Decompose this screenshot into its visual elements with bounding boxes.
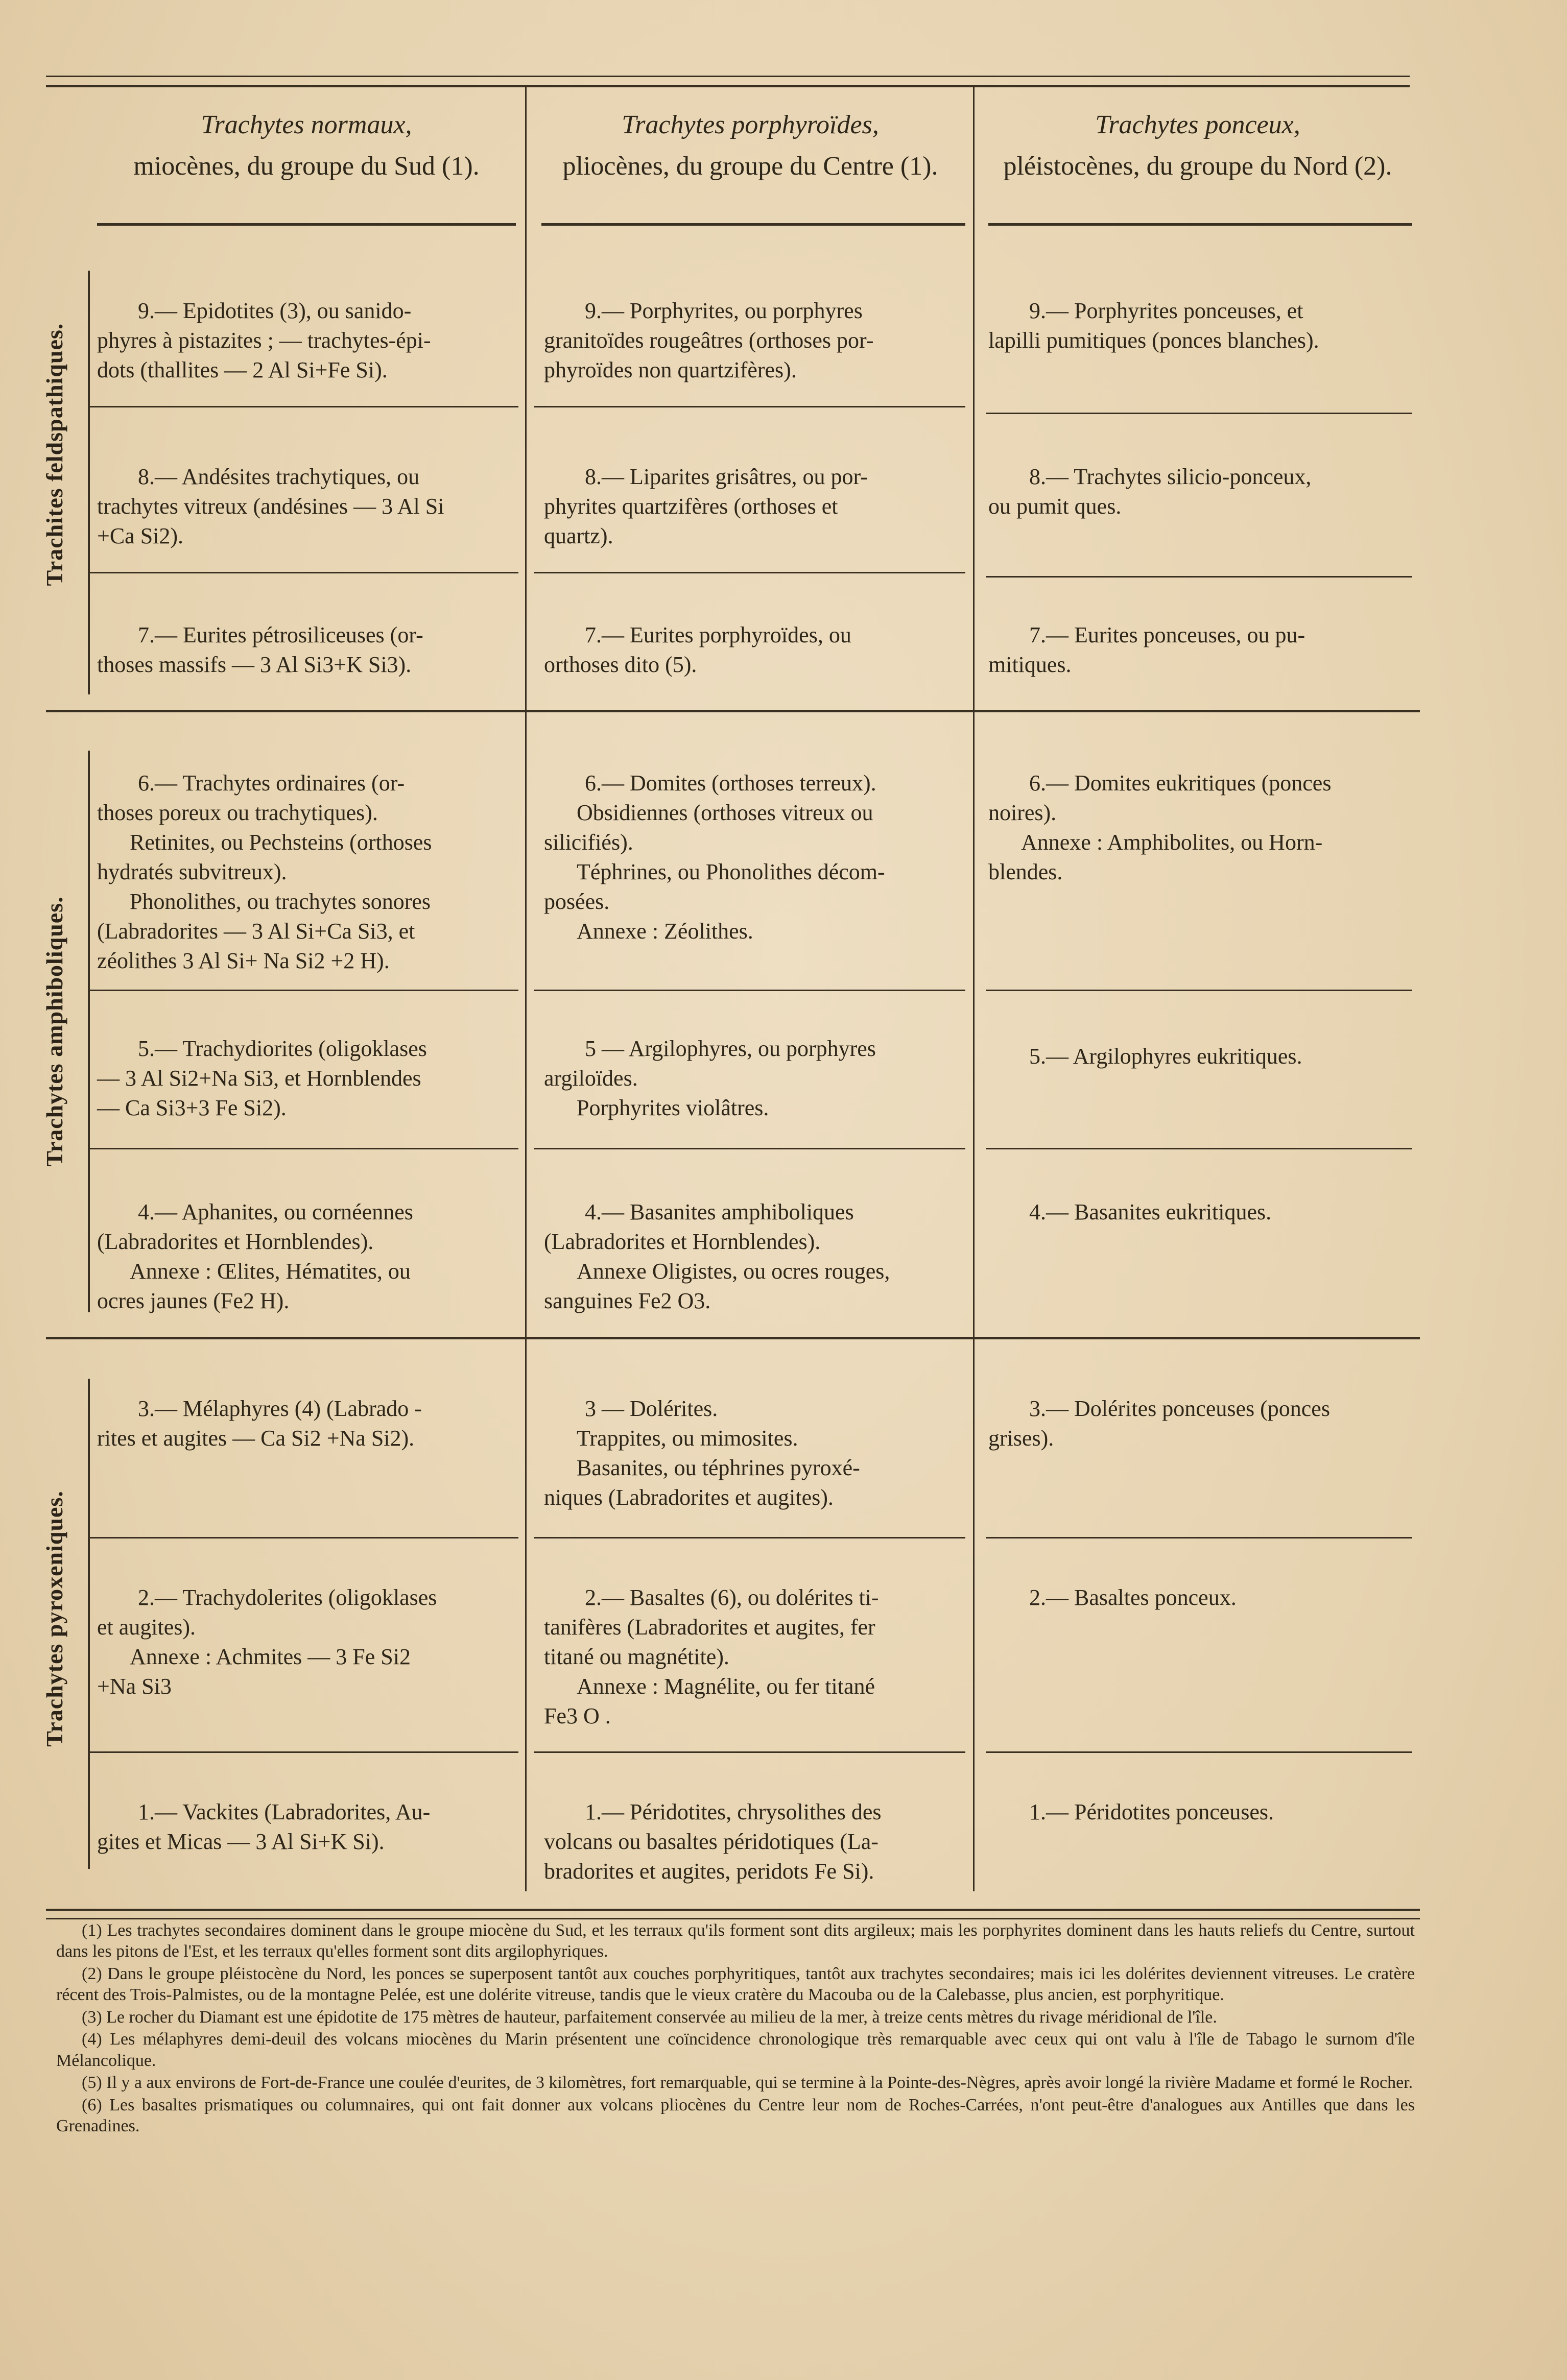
cell-line: 6.— Domites eukritiques (ponces — [1029, 771, 1332, 796]
cell-peridotites — [544, 1797, 963, 1886]
cell-basaltes — [544, 1583, 963, 1731]
column-header-3-subtitle: pléistocènes, du groupe du Nord (2). — [1003, 151, 1392, 181]
cell-line: 6.— Trachytes ordinaires (or- — [138, 771, 405, 796]
row-rule — [986, 1148, 1412, 1149]
cell-line: sanguines Fe2 O3. — [544, 1288, 711, 1314]
cell-line: bradorites et augites, peridots Fe Si). — [544, 1859, 874, 1884]
cell-line: mitiques. — [988, 652, 1072, 678]
cell-line: Annexe Oligistes, ou ocres rouges, — [577, 1259, 890, 1284]
group-bracket-2 — [88, 751, 90, 1312]
cell-line: Phonolithes, ou trachytes sonores — [130, 889, 431, 915]
cell-line: 7.— Eurites ponceuses, ou pu- — [1029, 622, 1305, 647]
cell-domites-eukritiques — [988, 768, 1407, 887]
cell-eurites-petrosiliceuses — [97, 620, 511, 680]
cell-line: grises). — [988, 1426, 1054, 1451]
cell-dolerites-ponceuses — [988, 1394, 1407, 1453]
cell-line: — 3 Al Si2+Na Si3, et Hornblendes — [97, 1066, 421, 1091]
cell-line: 5.— Argilophyres eukritiques. — [1029, 1044, 1302, 1069]
cell-line: 3 — Dolérites. — [585, 1396, 718, 1421]
row-rule — [89, 406, 518, 407]
cell-line: 5.— Trachydiorites (oligoklases — [138, 1036, 427, 1061]
cell-line: ocres jaunes (Fe2 H). — [97, 1288, 290, 1314]
cell-eurites-porphyroides — [544, 620, 963, 680]
footnotes — [56, 1920, 1415, 2138]
cell-line: 7.— Eurites porphyroïdes, ou — [585, 622, 851, 647]
cell-domites — [544, 768, 963, 946]
cell-line: 6.— Domites (orthoses terreux). — [585, 771, 876, 796]
cell-basanites-amphiboliques — [544, 1197, 963, 1316]
cell-line: argiloïdes. — [544, 1066, 638, 1091]
row-rule — [534, 990, 965, 991]
cell-line: volcans ou basaltes péridotiques (La- — [544, 1829, 879, 1855]
group-label-feldspathiques: Trachites feldspathiques. — [41, 323, 67, 586]
cell-line: Téphrines, ou Phonolithes décom- — [577, 859, 885, 885]
cell-porphyrites — [544, 296, 963, 385]
column-header-2-title: Trachytes porphyroïdes, — [622, 110, 879, 139]
row-rule — [986, 1751, 1412, 1753]
column-header-2-subtitle: pliocènes, du groupe du Centre (1). — [562, 151, 938, 181]
cell-line: 3.— Dolérites ponceuses (ponces — [1029, 1396, 1330, 1421]
footnote-3: (3) Le rocher du Diamant est une épidotite de 175 mètres de hauteur, parfaitement conservée au milieu de la mer, à treize cents mètres du rivage méridional de l'île. — [82, 2007, 1217, 2027]
group-label-pyroxeniques: Trachytes pyroxeniques. — [41, 1490, 67, 1747]
group-label-amphiboliques: Trachytes amphiboliques. — [41, 896, 67, 1167]
row-rule — [89, 1148, 518, 1149]
cell-porphyrites-ponceuses — [988, 296, 1407, 355]
cell-argilophyres — [544, 1034, 963, 1123]
group-rule-1 — [46, 710, 1420, 712]
footnote-6: (6) Les basaltes prismatiques ou columnaires, qui ont fait donner aux volcans pliocènes du Centre leur nom de Roches-Carrées, n'ont peut-être d'analogues aux Antilles que dans les Grenadines. — [56, 2095, 1415, 2136]
row-rule — [986, 576, 1412, 578]
cell-line: 2.— Basaltes (6), ou dolérites ti- — [585, 1585, 879, 1610]
cell-line: thoses massifs — 3 Al Si3+K Si3). — [97, 652, 412, 678]
cell-dolerites — [544, 1394, 963, 1512]
header-rule-1 — [97, 223, 516, 226]
cell-melaphyres — [97, 1394, 511, 1453]
cell-peridotites-ponceuses — [988, 1797, 1407, 1827]
row-rule — [89, 1751, 518, 1753]
cell-line: (Labradorites et Hornblendes). — [97, 1229, 374, 1255]
cell-line: 2.— Trachydolerites (oligoklases — [138, 1585, 437, 1610]
cell-line: phyrites quartzifères (orthoses et — [544, 494, 838, 519]
cell-aphanites — [97, 1197, 511, 1316]
footnote-5: (5) Il y a aux environs de Fort-de-France une coulée d'eurites, de 3 kilomètres, fort remarquable, qui se termine à la Pointe-des-Nègres, après avoir longé la rivière Madame et formé le Rocher. — [82, 2073, 1413, 2093]
cell-line: (Labradorites — 3 Al Si+Ca Si3, et — [97, 919, 415, 944]
cell-line: ou pumit ques. — [988, 494, 1122, 519]
cell-basaltes-ponceux — [988, 1583, 1407, 1613]
cell-line: 8.— Liparites grisâtres, ou por- — [585, 464, 868, 489]
row-rule — [534, 1537, 965, 1538]
cell-line: et augites). — [97, 1615, 196, 1640]
column-header-1 — [92, 105, 521, 187]
top-rule-2 — [46, 85, 1410, 87]
cell-line: noires). — [988, 800, 1057, 826]
cell-line: 4.— Aphanites, ou cornéennes — [138, 1199, 413, 1224]
cell-line: Annexe : Magnélite, ou fer titané — [577, 1674, 875, 1699]
row-rule — [89, 1537, 518, 1538]
cell-line: hydratés subvitreux). — [97, 859, 287, 885]
group-bracket-1 — [88, 271, 90, 694]
cell-eurites-ponceuses — [988, 620, 1407, 680]
group-rule-2 — [46, 1337, 1420, 1339]
cell-trachytes-silicio-ponceux — [988, 462, 1407, 521]
cell-argilophyres-eukritiques — [988, 1042, 1407, 1071]
cell-trachydolerites — [97, 1583, 511, 1701]
row-rule — [986, 1537, 1412, 1538]
cell-basanites-eukritiques — [988, 1197, 1407, 1227]
cell-andesites — [97, 462, 511, 551]
row-rule — [986, 413, 1412, 414]
cell-line: Porphyrites violâtres. — [577, 1095, 769, 1121]
cell-line: 1.— Péridotites, chrysolithes des — [585, 1799, 882, 1824]
cell-line: Trappites, ou mimosites. — [577, 1426, 798, 1451]
cell-line: Annexe : Amphibolites, ou Horn- — [1021, 830, 1323, 855]
column-header-3-title: Trachytes ponceux, — [1095, 110, 1300, 139]
cell-line: (Labradorites et Hornblendes). — [544, 1229, 821, 1255]
cell-epidotites — [97, 296, 511, 385]
cell-line: zéolithes 3 Al Si+ Na Si2 +2 H). — [97, 948, 390, 974]
column-header-1-title: Trachytes normaux, — [201, 110, 412, 139]
cell-line: 7.— Eurites pétrosiliceuses (or- — [138, 622, 423, 647]
cell-line: 9.— Porphyrites, ou porphyres — [585, 298, 863, 323]
cell-line: Fe3 O . — [544, 1703, 611, 1729]
row-rule — [534, 406, 965, 407]
column-divider-2 — [973, 86, 975, 1891]
cell-line: 9.— Epidotites (3), ou sanido- — [138, 298, 412, 323]
cell-line: 8.— Andésites trachytiques, ou — [138, 464, 420, 489]
cell-line: dots (thallites — 2 Al Si+Fe Si). — [97, 357, 388, 383]
row-rule — [534, 572, 965, 573]
header-rule-3 — [988, 223, 1412, 226]
footnote-1: (1) Les trachytes secondaires dominent dans le groupe miocène du Sud, et les terraux qu'ils forment sont dits argileux; mais les porphyrites dominent dans les hauts reliefs du Centre, surtout dans les pitons de l'Est, et les terraux qu'elles forment sont dits argilophyriques. — [56, 1921, 1415, 1961]
cell-line: phyres à pistazites ; — trachytes-épi- — [97, 328, 431, 353]
cell-vackites — [97, 1797, 511, 1857]
cell-line: 1.— Vackites (Labradorites, Au- — [138, 1799, 431, 1824]
cell-line: 9.— Porphyrites ponceuses, et — [1029, 298, 1303, 323]
cell-trachytes-ordinaires — [97, 768, 511, 976]
cell-line: Annexe : Achmites — 3 Fe Si2 — [130, 1644, 411, 1670]
cell-line: blendes. — [988, 859, 1063, 885]
bottom-rule-1 — [46, 1909, 1420, 1911]
cell-line: quartz). — [544, 523, 613, 549]
top-rule-1 — [46, 76, 1410, 77]
row-rule — [89, 572, 518, 573]
footnote-4: (4) Les mélaphyres demi-deuil des volcans miocènes du Marin présentent une coïncidence chronologique très remarquable avec ceux qui ont valu à l'île de Tabago le surnom d'île Mélancolique. — [56, 2030, 1415, 2070]
cell-line: phyroïdes non quartzifères). — [544, 357, 797, 383]
cell-line: 5 — Argilophyres, ou porphyres — [585, 1036, 876, 1061]
column-header-3 — [976, 105, 1420, 187]
bottom-rule-2 — [46, 1918, 1420, 1919]
cell-line: +Na Si3 — [97, 1674, 172, 1699]
cell-line: 3.— Mélaphyres (4) (Labrado - — [138, 1396, 422, 1421]
cell-line: tanifères (Labradorites et augites, fer — [544, 1615, 875, 1640]
cell-line: silicifiés). — [544, 830, 633, 855]
cell-line: 8.— Trachytes silicio-ponceux, — [1029, 464, 1312, 489]
cell-line: 4.— Basanites amphiboliques — [585, 1199, 854, 1224]
cell-line: trachytes vitreux (andésines — 3 Al Si — [97, 494, 444, 519]
group-bracket-3 — [88, 1379, 90, 1869]
cell-line: rites et augites — Ca Si2 +Na Si2). — [97, 1426, 415, 1451]
cell-line: Annexe : Œlites, Hématites, ou — [130, 1259, 411, 1284]
cell-line: gites et Micas — 3 Al Si+K Si). — [97, 1829, 385, 1855]
cell-line: Basanites, ou téphrines pyroxé- — [577, 1455, 860, 1481]
header-rule-2 — [541, 223, 965, 226]
column-divider-1 — [525, 86, 527, 1891]
row-rule — [89, 990, 518, 991]
cell-line: niques (Labradorites et augites). — [544, 1485, 834, 1510]
cell-line: Obsidiennes (orthoses vitreux ou — [577, 800, 873, 826]
cell-line: orthoses dito (5). — [544, 652, 697, 678]
cell-liparites — [544, 462, 963, 551]
cell-line: titané ou magnétite). — [544, 1644, 729, 1670]
cell-line: +Ca Si2). — [97, 523, 184, 549]
row-rule — [534, 1751, 965, 1753]
cell-line: 1.— Péridotites ponceuses. — [1029, 1799, 1274, 1824]
cell-line: Annexe : Zéolithes. — [577, 919, 753, 944]
cell-line: thoses poreux ou trachytiques). — [97, 800, 378, 826]
cell-line: 2.— Basaltes ponceux. — [1029, 1585, 1237, 1610]
cell-line: 4.— Basanites eukritiques. — [1029, 1199, 1272, 1224]
column-header-1-subtitle: miocènes, du groupe du Sud (1). — [133, 151, 480, 181]
cell-line: granitoïdes rougeâtres (orthoses por- — [544, 328, 874, 353]
row-rule — [986, 990, 1412, 991]
footnote-2: (2) Dans le groupe pléistocène du Nord, les ponces se superposent tantôt aux couches porphyritiques, tantôt aux trachytes secondaires; mais ici les dolérites deviennent vitreuses. Le cratère récent des Trois-Palmistes, ou de la montagne Pelée, est une dolérite vitreuse, tandis que le vieux cratère du Macouba ou de la Calebasse, plus ancien, est porphyritique. — [56, 1964, 1415, 2005]
column-header-2 — [529, 105, 972, 187]
cell-line: Retinites, ou Pechsteins (orthoses — [130, 830, 432, 855]
cell-line: posées. — [544, 889, 610, 915]
cell-line: — Ca Si3+3 Fe Si2). — [97, 1095, 287, 1121]
cell-trachydiorites — [97, 1034, 511, 1123]
cell-line: lapilli pumitiques (ponces blanches). — [988, 328, 1319, 353]
row-rule — [534, 1148, 965, 1149]
